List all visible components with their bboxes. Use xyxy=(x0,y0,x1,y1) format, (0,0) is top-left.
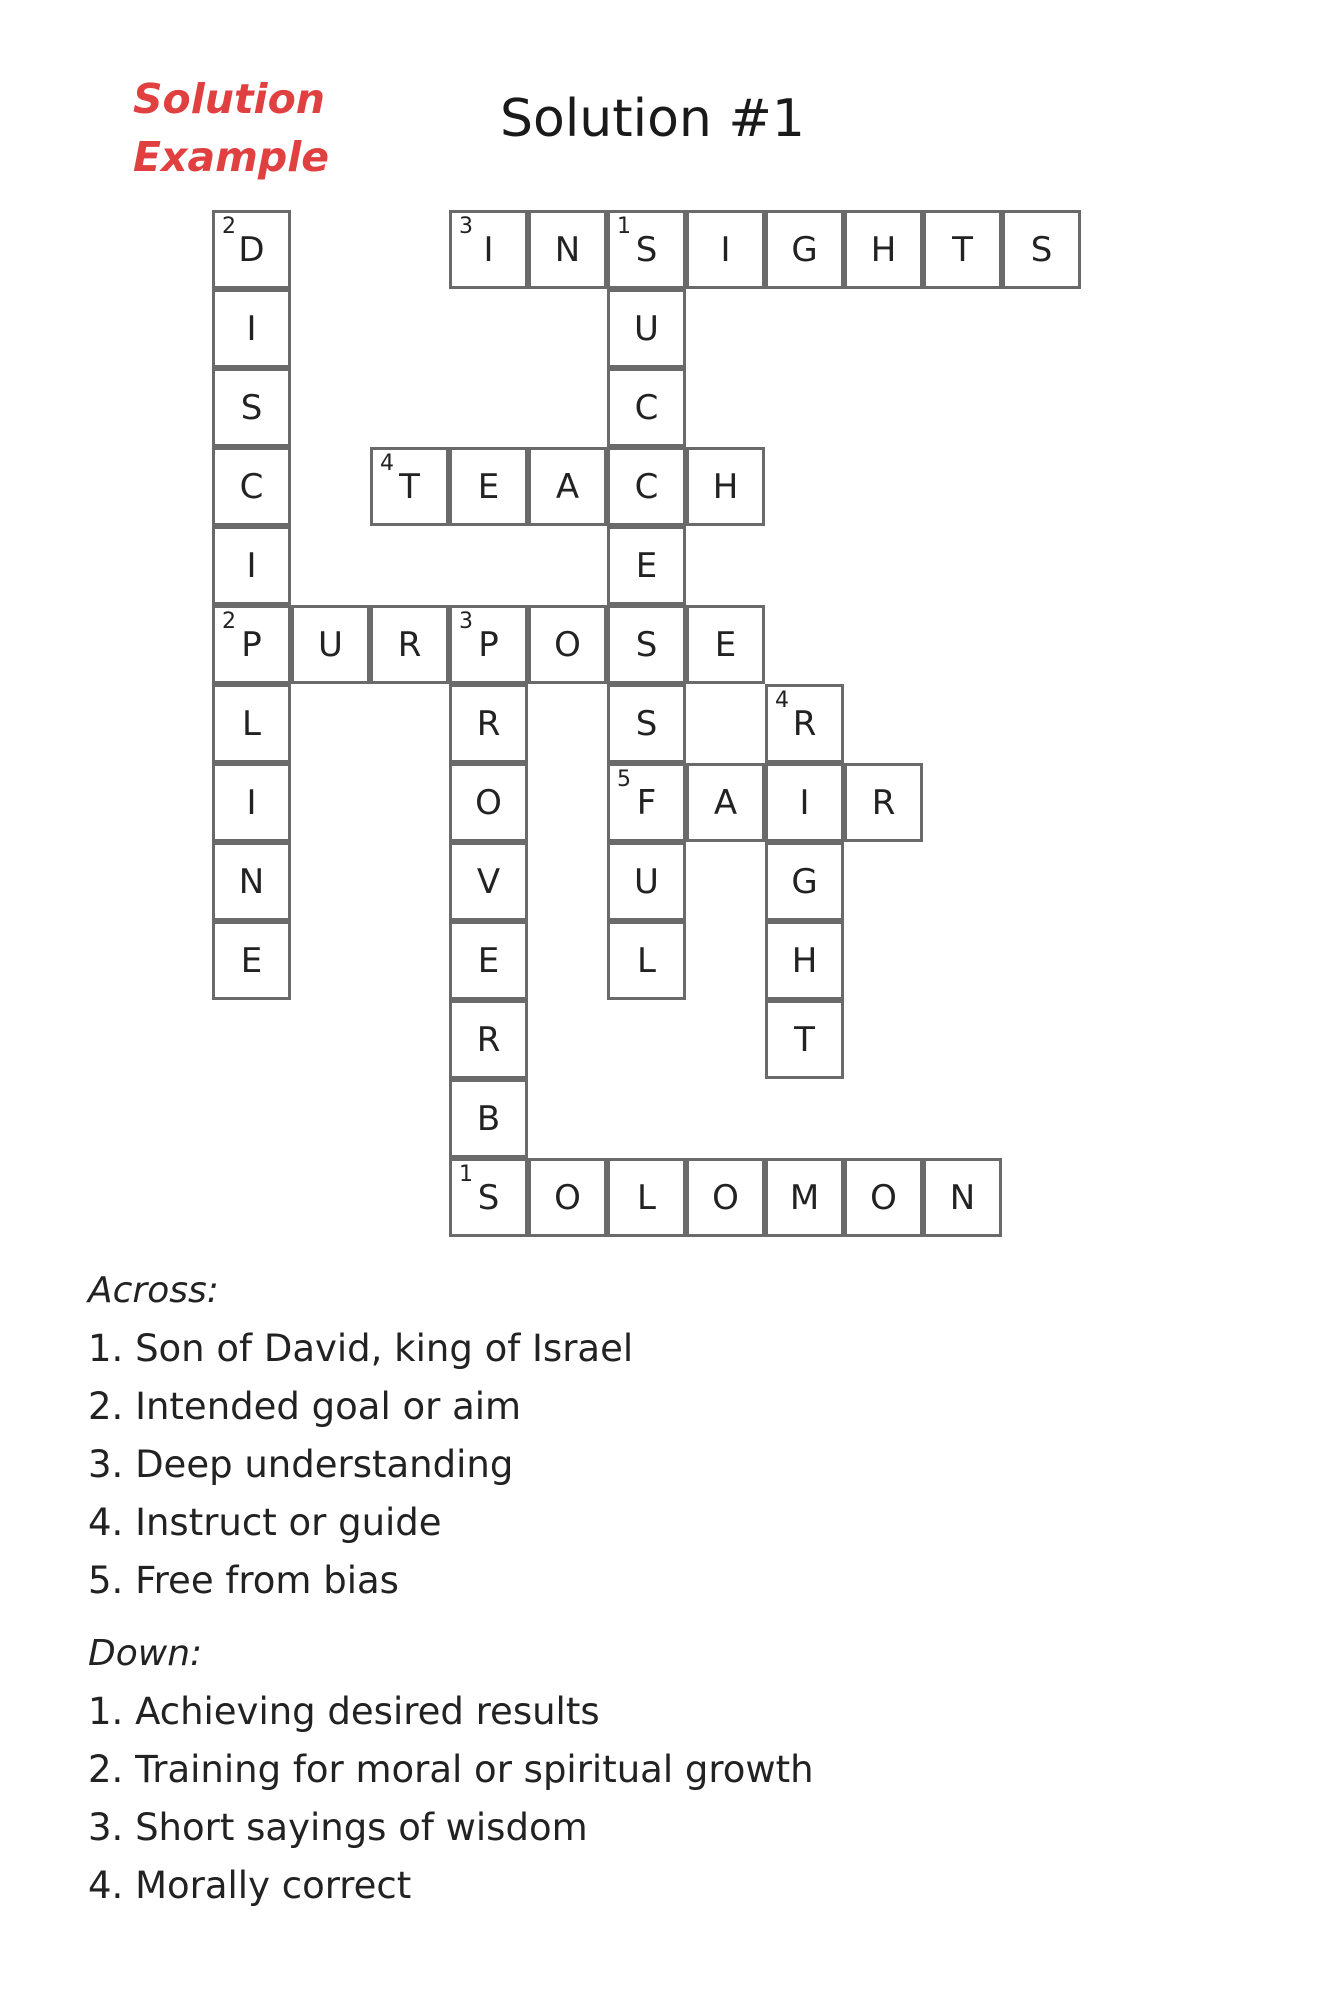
cell-letter: R xyxy=(397,624,422,665)
across-clue-2: 2. Intended goal or aim xyxy=(88,1385,522,1428)
grid-cell xyxy=(212,368,291,447)
grid-cell xyxy=(607,1158,686,1237)
grid-cell xyxy=(1002,210,1081,289)
clue-number: 2 xyxy=(222,214,236,239)
cell-letter: S xyxy=(635,229,658,270)
cell-letter: O xyxy=(554,624,581,665)
cell-letter: E xyxy=(240,940,263,981)
grid-cell xyxy=(686,210,765,289)
grid-cell xyxy=(765,842,844,921)
grid-cell xyxy=(212,842,291,921)
clue-number: 4 xyxy=(380,451,394,476)
cell-letter: C xyxy=(634,387,659,428)
cell-letter: R xyxy=(476,703,501,744)
grid-cell xyxy=(370,605,449,684)
down-heading: Down: xyxy=(88,1633,203,1674)
grid-cell xyxy=(449,605,528,684)
cell-letter: E xyxy=(714,624,737,665)
grid-cell xyxy=(449,210,528,289)
cell-letter: I xyxy=(720,229,731,270)
cell-letter: B xyxy=(476,1098,501,1139)
cell-letter: I xyxy=(246,545,257,586)
grid-cell xyxy=(686,605,765,684)
grid-cell xyxy=(212,289,291,368)
cell-letter: R xyxy=(476,1019,501,1060)
grid-cell xyxy=(212,447,291,526)
grid-cell xyxy=(212,763,291,842)
cell-letter: U xyxy=(634,861,659,902)
cell-letter: N xyxy=(238,861,265,902)
grid-cell xyxy=(844,1158,923,1237)
grid-cell xyxy=(607,447,686,526)
cell-letter: C xyxy=(634,466,659,507)
across-clue-4: 4. Instruct or guide xyxy=(88,1501,442,1544)
cell-letter: L xyxy=(637,1177,656,1218)
cell-letter: H xyxy=(712,466,739,507)
cell-letter: I xyxy=(799,782,810,823)
cell-letter: S xyxy=(240,387,263,428)
cell-letter: T xyxy=(952,229,973,270)
grid-cell xyxy=(607,368,686,447)
cell-letter: I xyxy=(483,229,494,270)
cell-letter: E xyxy=(477,940,500,981)
cell-letter: V xyxy=(476,861,501,902)
grid-cell xyxy=(844,763,923,842)
cell-letter: E xyxy=(635,545,658,586)
grid-cell xyxy=(765,210,844,289)
cell-letter: M xyxy=(789,1177,820,1218)
grid-cell xyxy=(449,684,528,763)
grid-cell xyxy=(607,684,686,763)
grid-cell xyxy=(686,447,765,526)
across-clue-1: 1. Son of David, king of Israel xyxy=(88,1327,634,1370)
down-clues xyxy=(88,1625,814,1915)
down-clue-1: 1. Achieving desired results xyxy=(88,1690,600,1733)
grid-cell xyxy=(923,1158,1002,1237)
grid-cell xyxy=(607,526,686,605)
cell-letter: N xyxy=(554,229,581,270)
cell-letter: P xyxy=(478,624,499,665)
across-heading: Across: xyxy=(88,1270,219,1311)
grid-cell xyxy=(765,1000,844,1079)
down-clue-3: 3. Short sayings of wisdom xyxy=(88,1806,588,1849)
grid-cell xyxy=(449,842,528,921)
grid-cell xyxy=(765,684,844,763)
cell-letter: T xyxy=(794,1019,815,1060)
grid-cell xyxy=(212,526,291,605)
grid-cell xyxy=(607,763,686,842)
grid-cell xyxy=(449,921,528,1000)
clue-number: 3 xyxy=(459,609,473,634)
cell-letter: O xyxy=(554,1177,581,1218)
cell-letter: R xyxy=(792,703,817,744)
clue-number: 1 xyxy=(459,1162,473,1187)
grid-cell xyxy=(686,763,765,842)
across-clues xyxy=(88,1262,633,1610)
across-list xyxy=(88,1320,633,1610)
cell-letter: C xyxy=(239,466,264,507)
cell-letter: H xyxy=(870,229,897,270)
cell-letter: H xyxy=(791,940,818,981)
grid-cell xyxy=(607,842,686,921)
clue-number: 2 xyxy=(222,609,236,634)
cell-letter: U xyxy=(634,308,659,349)
grid-cell xyxy=(449,1079,528,1158)
clue-number: 4 xyxy=(775,688,789,713)
grid-cell xyxy=(607,921,686,1000)
across-clue-3: 3. Deep understanding xyxy=(88,1443,514,1486)
grid-cell xyxy=(686,1158,765,1237)
cell-letter: O xyxy=(475,782,502,823)
grid-cell xyxy=(291,605,370,684)
grid-cell xyxy=(923,210,1002,289)
cell-letter: L xyxy=(242,703,261,744)
grid-cell xyxy=(528,1158,607,1237)
grid-cell xyxy=(449,763,528,842)
grid-cell xyxy=(212,605,291,684)
cell-letter: O xyxy=(712,1177,739,1218)
grid-cell xyxy=(449,447,528,526)
cell-letter: N xyxy=(949,1177,976,1218)
grid-cell xyxy=(528,210,607,289)
cell-letter: G xyxy=(791,229,818,270)
grid-cell xyxy=(765,763,844,842)
cell-letter: F xyxy=(636,782,657,823)
grid-cell xyxy=(607,210,686,289)
cell-letter: S xyxy=(1030,229,1053,270)
grid-cell xyxy=(212,684,291,763)
cell-letter: R xyxy=(871,782,896,823)
cell-letter: A xyxy=(713,782,738,823)
cell-letter: S xyxy=(635,624,658,665)
cell-letter: T xyxy=(399,466,420,507)
grid-cell xyxy=(607,289,686,368)
grid-cell xyxy=(765,1158,844,1237)
grid-cell xyxy=(844,210,923,289)
across-clue-5: 5. Free from bias xyxy=(88,1559,399,1602)
clue-number: 1 xyxy=(617,214,631,239)
cell-letter: L xyxy=(637,940,656,981)
cell-letter: E xyxy=(477,466,500,507)
grid-cell xyxy=(449,1158,528,1237)
clue-number: 5 xyxy=(617,767,631,792)
tag-line-2: Example xyxy=(133,133,330,181)
grid-cell xyxy=(607,605,686,684)
grid-cell xyxy=(449,1000,528,1079)
tag-line-1: Solution xyxy=(133,75,325,123)
cell-letter: G xyxy=(791,861,818,902)
cell-letter: U xyxy=(318,624,343,665)
grid-cell xyxy=(212,210,291,289)
grid-cell xyxy=(765,921,844,1000)
down-clue-4: 4. Morally correct xyxy=(88,1864,412,1907)
down-clue-2: 2. Training for moral or spiritual growth xyxy=(88,1748,814,1791)
grid-cell xyxy=(370,447,449,526)
cell-letter: S xyxy=(635,703,658,744)
cell-letter: I xyxy=(246,308,257,349)
cell-letter: D xyxy=(238,229,265,270)
cell-letter: O xyxy=(870,1177,897,1218)
grid-cell xyxy=(528,605,607,684)
cell-letter: I xyxy=(246,782,257,823)
clue-number: 3 xyxy=(459,214,473,239)
cell-letter: A xyxy=(555,466,580,507)
cell-letter: P xyxy=(241,624,262,665)
page-title: Solution #1 xyxy=(500,89,806,149)
cell-letter: S xyxy=(477,1177,500,1218)
grid-cell xyxy=(212,921,291,1000)
grid-cell xyxy=(528,447,607,526)
down-list xyxy=(88,1683,814,1915)
